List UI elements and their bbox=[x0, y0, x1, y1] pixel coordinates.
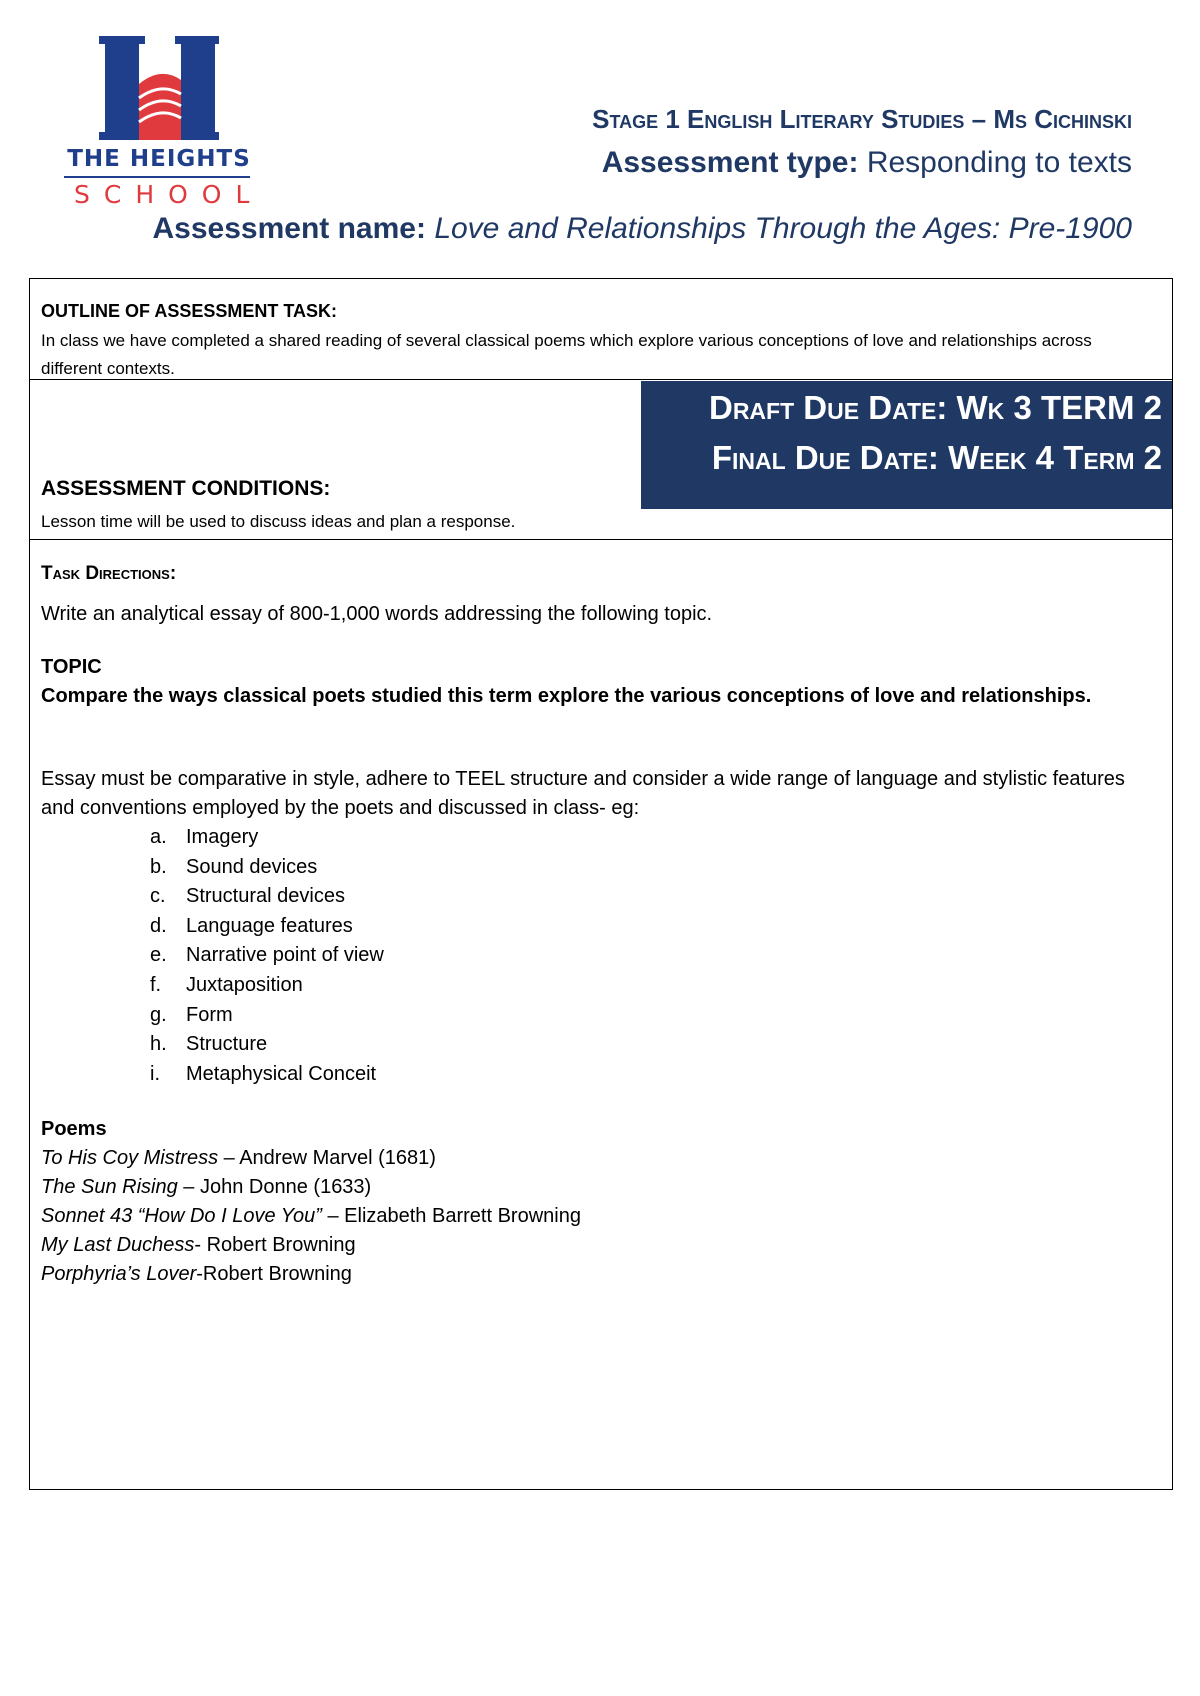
draft-due-date: Draft Due Date: Wk 3 TERM 2 bbox=[708, 389, 1162, 426]
task-directions bbox=[41, 559, 1161, 1289]
task-heading: Task Directions: bbox=[41, 563, 177, 584]
assessment-name-value: Love and Relationships Through the Ages: Pre-1900 bbox=[434, 212, 1132, 245]
topic-label: TOPIC bbox=[41, 656, 102, 678]
conditions-heading: ASSESSMENT CONDITIONS: bbox=[41, 477, 331, 500]
assessment-name bbox=[153, 212, 1133, 246]
list-item: b. Sound devices bbox=[150, 855, 318, 878]
assessment-type bbox=[602, 146, 1132, 180]
poem-item: Sonnet 43 “How Do I Love You” – Elizabeth Barrett Browning bbox=[41, 1205, 581, 1228]
poem-item: My Last Duchess- Robert Browning bbox=[41, 1234, 356, 1257]
poems-label: Poems bbox=[41, 1118, 107, 1141]
logo-text-the-heights: THE HEIGHTS bbox=[67, 146, 251, 172]
school-logo bbox=[64, 36, 264, 209]
list-item: i. Metaphysical Conceit bbox=[150, 1062, 377, 1085]
list-item: f. Juxtaposition bbox=[150, 973, 303, 996]
poem-item: Porphyria’s Lover-Robert Browning bbox=[41, 1263, 352, 1286]
assessment-type-label: Assessment type: bbox=[601, 146, 859, 179]
outline-body: In class we have completed a shared reading of several classical poems which explore various conceptions of love and relationships across different contexts. bbox=[41, 331, 1092, 378]
logo-text-school: SCHOOL bbox=[74, 180, 264, 209]
assessment-table bbox=[29, 278, 1173, 1490]
assessment-name-label: Assessment name: bbox=[152, 212, 426, 245]
topic-text: Compare the ways classical poets studied this term explore the various conceptions of love and relationships. bbox=[41, 685, 1092, 707]
list-item: a. Imagery bbox=[150, 826, 259, 848]
course-title: Stage 1 English Literary Studies – Ms Cichinski bbox=[592, 104, 1132, 134]
list-item: g. Form bbox=[150, 1003, 233, 1026]
poem-item: To His Coy Mistress – Andrew Marvel (1681) bbox=[41, 1147, 436, 1170]
row-divider bbox=[30, 379, 1172, 380]
logo-divider bbox=[64, 176, 250, 178]
outline-heading: OUTLINE OF ASSESSMENT TASK: bbox=[41, 301, 338, 321]
row-divider bbox=[30, 539, 1172, 540]
essay-note: Essay must be comparative in style, adhere to TEEL structure and consider a wide range of language and stylistic features and conventions employed by the poets and discussed in class- eg: bbox=[41, 768, 1125, 819]
due-date-panel bbox=[641, 381, 1172, 509]
task-intro: Write an analytical essay of 800-1,000 words addressing the following topic. bbox=[41, 603, 713, 625]
poem-item: The Sun Rising – John Donne (1633) bbox=[41, 1176, 372, 1199]
list-item: c. Structural devices bbox=[150, 885, 345, 908]
list-item: e. Narrative point of view bbox=[150, 944, 384, 967]
list-item: d. Language features bbox=[150, 914, 353, 937]
heights-h-emblem-icon bbox=[99, 36, 219, 140]
list-item: h. Structure bbox=[150, 1033, 268, 1056]
features-list bbox=[41, 823, 1161, 1089]
conditions-body: Lesson time will be used to discuss ideas and plan a response. bbox=[41, 512, 516, 531]
assessment-type-value: Responding to texts bbox=[866, 146, 1132, 179]
final-due-date: Final Due Date: Week 4 Term 2 bbox=[711, 439, 1162, 476]
